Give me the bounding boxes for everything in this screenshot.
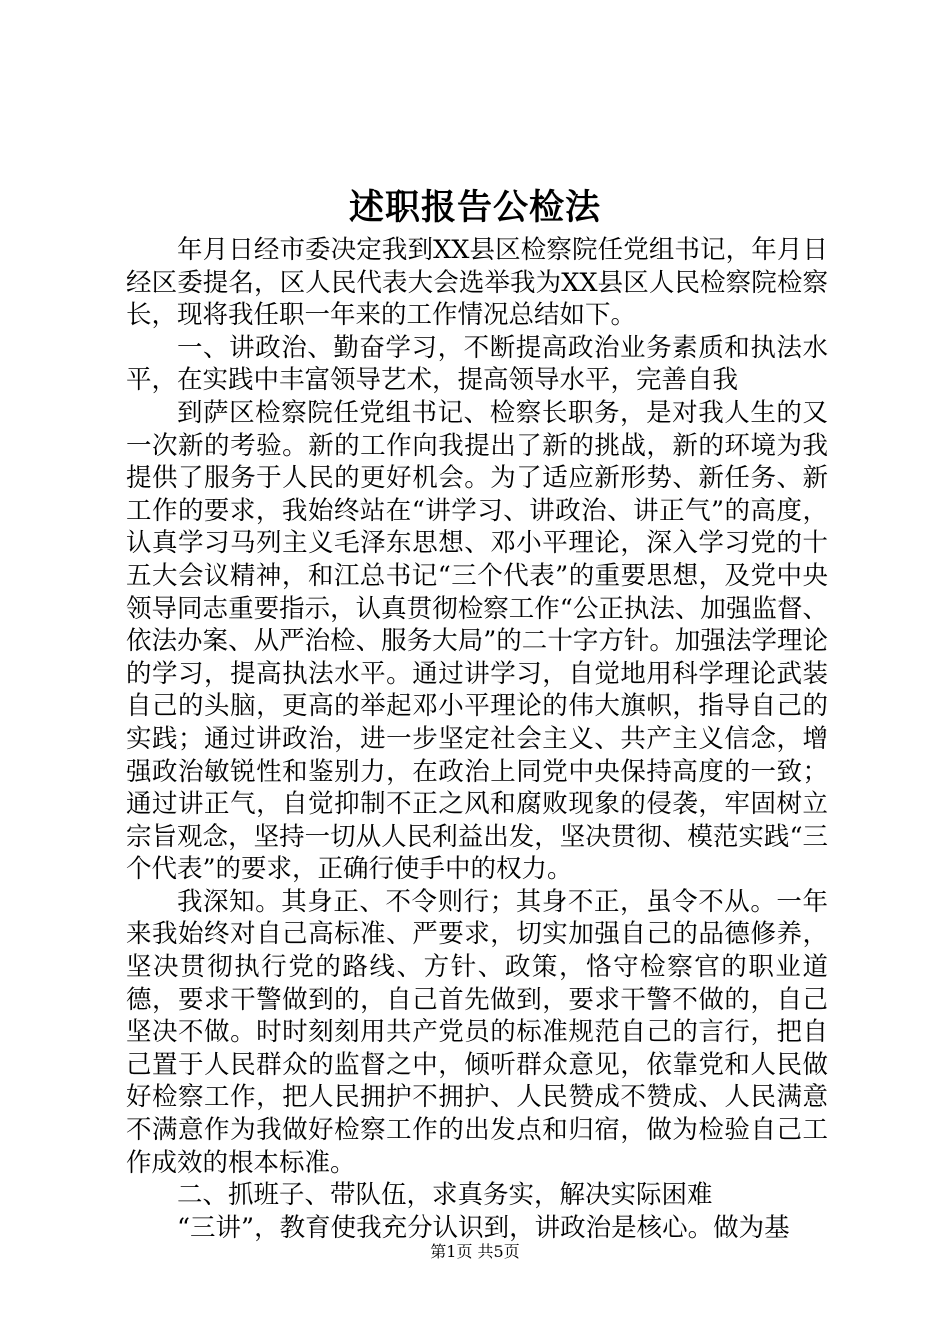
section-heading-2: 二、抓班子、带队伍，求真务实，解决实际困难 — [177, 1180, 713, 1211]
section-heading-1: 一、讲政治、勤奋学习，不断提高政治业务素质和执法水平，在实践中丰富领导艺术，提高领导水平，完善自我 — [126, 332, 828, 396]
paragraph-study: 到萨区检察院任党组书记、检察长职务，是对我人生的又一次新的考验。新的工作向我提出了新的挑战，新的环境为我提供了服务于人民的更好机会。为了适应新形势、新任务、新工作的要求，我始终站在“讲学习、讲政治、讲正气”的高度，认真学习马列主义毛泽东思想、邓小平理论，深入学习党的十五大会议精神，和江总书记“三个代表”的重要思想，及党中央领导同志重要指示，认真贯彻检察工作“公正执法、加强监督、依法办案、从严治检、服务大局”的二十字方针。加强法学理论的学习，提高执法水平。通过讲学习，自觉地用科学理论武装自己的头脑，更高的举起邓小平理论的伟大旗帜，指导自己的实践；通过讲政治，进一步坚定社会主义、共产主义信念，增强政治敏锐性和鉴别力，在政治上同党中央保持高度的一致；通过讲正气，自觉抑制不正之风和腐败现象的侵袭，牢固树立宗旨观念，坚持一切从人民利益出发，坚决贯彻、模范实践“三个代表”的要求，正确行使手中的权力。 — [126, 397, 828, 885]
document-body — [126, 234, 828, 1244]
document-title: 述职报告公检法 — [348, 187, 601, 228]
paragraph-self-discipline: 我深知。其身正、不令则行；其身不正，虽令不从。一年来我始终对自己高标准、严要求，切实加强自己的品德修养，坚决贯彻执行党的路线、方针、政策，恪守检察官的职业道德，要求干警做到的，自己首先做到，要求干警不做的，自己坚决不做。时时刻刻用共产党员的标准规范自己的言行，把自己置于人民群众的监督之中，倾听群众意见，依靠党和人民做好检察工作，把人民拥护不拥护、人民赞成不赞成、人民满意不满意作为我做好检察工作的出发点和归宿，做为检验自己工作成效的根本标准。 — [126, 886, 828, 1178]
paragraph-three-stresses: “三讲”，教育使我充分认识到，讲政治是核心。做为基 — [177, 1212, 790, 1243]
paragraph-intro: 年月日经市委决定我到XX县区检察院任党组书记，年月日经区委提名，区人民代表大会选举我为XX县区人民检察院检察长，现将我任职一年来的工作情况总结如下。 — [126, 235, 828, 331]
page-footer: 第1页 共5页 — [430, 1242, 520, 1261]
